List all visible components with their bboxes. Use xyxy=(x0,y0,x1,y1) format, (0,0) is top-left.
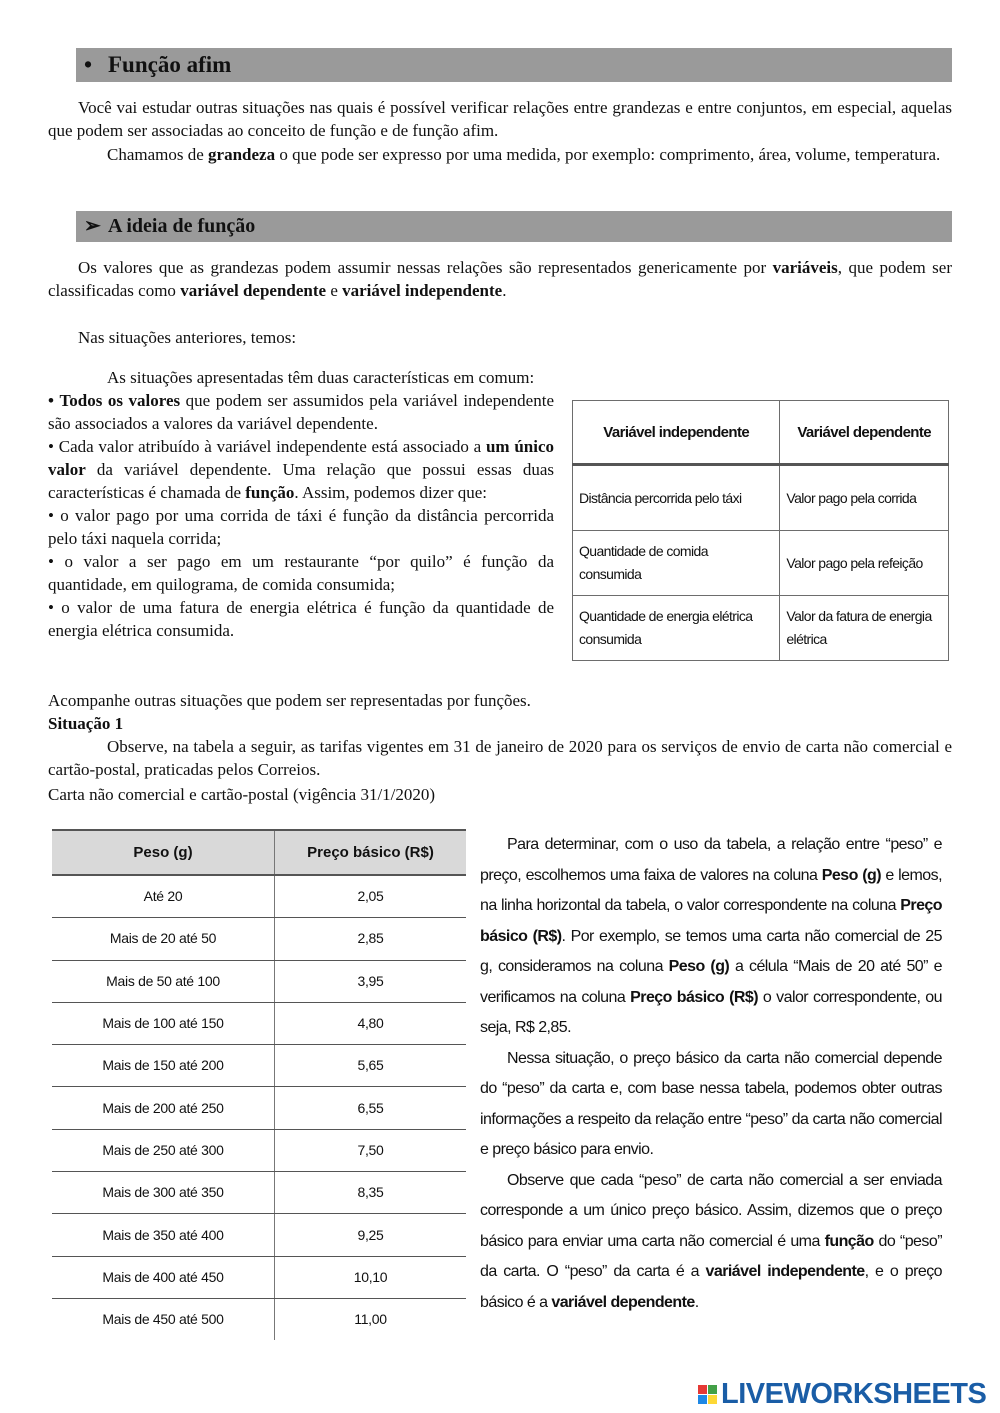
bold-term: grandeza xyxy=(208,145,276,164)
table-row xyxy=(52,1087,466,1129)
table-row xyxy=(573,596,949,661)
list-item: • o valor de uma fatura de energia elétrica é função da quantidade de energia elétrica consumida. xyxy=(48,598,554,640)
table-row xyxy=(573,531,949,596)
section-heading-funcao-afim xyxy=(76,48,952,82)
table-cell: 8,35 xyxy=(275,1172,467,1214)
table-cell: 2,85 xyxy=(275,918,467,960)
table-cell: Mais de 350 até 400 xyxy=(52,1214,275,1256)
bold-term: variável independente xyxy=(705,1263,865,1280)
bold-term: função xyxy=(824,1232,874,1250)
table-row xyxy=(52,1172,466,1214)
logo-square xyxy=(698,1385,707,1394)
bold-term: variável dependente xyxy=(551,1293,695,1311)
text-span: e xyxy=(326,281,343,300)
table-cell: Mais de 450 até 500 xyxy=(52,1298,275,1340)
liveworksheets-logo[interactable] xyxy=(698,1376,994,1412)
table-row xyxy=(573,465,949,531)
column-header: Preço básico (R$) xyxy=(275,830,467,875)
intro-paragraph-1: Você vai estudar outras situações nas quais é possível verificar relações entre grandezas e entre conjuntos, em especial, aquelas que podem ser associadas ao conceito de função e de função afim. xyxy=(48,98,952,140)
explanation-paragraph xyxy=(480,1166,942,1319)
list-item: • o valor pago por uma corrida de táxi é função da distância percorrida pelo táxi naquela corrida; xyxy=(48,506,554,548)
characteristics-list xyxy=(48,389,554,642)
table-cell: 3,95 xyxy=(275,960,467,1002)
table-row xyxy=(52,918,466,960)
common-characteristics-text: As situações apresentadas têm duas características em comum: xyxy=(107,368,535,387)
situation-title xyxy=(48,712,952,735)
table-header-row xyxy=(573,401,949,465)
text-span: . Por exemplo, se temos uma carta não comercial de 25 g, consideramos na coluna xyxy=(480,927,942,975)
table-row xyxy=(52,1045,466,1087)
table-cell: Mais de 250 até 300 xyxy=(52,1129,275,1171)
table-cell: Valor pago pela corrida xyxy=(780,465,949,531)
table-cell: 10,10 xyxy=(275,1256,467,1298)
text-span: Chamamos de xyxy=(107,145,209,164)
list-item xyxy=(48,389,554,435)
list-item: • o valor a ser pago em um restaurante “por quilo” é função da quantidade, em quilograma, de comida consumida; xyxy=(48,552,554,594)
bold-term: Preço básico (R$) xyxy=(480,897,942,945)
text-span: . xyxy=(502,281,507,300)
text-span: a célula “Mais de 20 até 50” e verificamos na coluna xyxy=(480,958,942,1006)
table-row xyxy=(52,960,466,1002)
bold-term: variáveis xyxy=(772,258,838,277)
table-cell: Mais de 150 até 200 xyxy=(52,1045,275,1087)
variables-paragraph xyxy=(48,256,952,302)
table-cell: Mais de 300 até 350 xyxy=(52,1172,275,1214)
table-cell: Quantidade de energia elétrica consumida xyxy=(573,596,780,661)
column-header: Variável dependente xyxy=(780,401,949,465)
text-span: Os valores que as grandezas podem assumir nessas relações são representados genericamente por xyxy=(78,258,773,277)
table-cell: 4,80 xyxy=(275,1002,467,1044)
logo-square xyxy=(708,1385,717,1394)
arrow-bullet-icon: ➢ xyxy=(84,215,101,237)
explanation-column xyxy=(480,830,942,1318)
logo-text: LIVEWORKSHEETS xyxy=(721,1377,987,1410)
previous-situations-text: Nas situações anteriores, temos: xyxy=(78,328,297,347)
logo-square xyxy=(698,1395,707,1404)
text-span: do “peso” da carta. O “peso” da carta é a xyxy=(480,1232,942,1280)
table-cell: Mais de 200 até 250 xyxy=(52,1087,275,1129)
variables-table xyxy=(572,400,949,661)
table-row xyxy=(52,1256,466,1298)
bold-term: função xyxy=(245,483,295,502)
text-span: , que podem ser classificadas como xyxy=(48,258,952,300)
section-title: A ideia de função xyxy=(108,215,256,237)
text-span: , e o preço básico é a xyxy=(480,1263,943,1311)
logo-square xyxy=(708,1395,717,1404)
section-heading-ideia-de-funcao xyxy=(76,211,952,242)
list-item xyxy=(48,435,554,504)
table-cell: Distância percorrida pelo táxi xyxy=(573,465,780,531)
table-cell: 11,00 xyxy=(354,1311,387,1328)
bullet-icon: • xyxy=(84,52,93,77)
column-header: Variável independente xyxy=(573,401,780,465)
bullet-icon: • xyxy=(48,391,54,410)
bold-term: Situação 1 xyxy=(48,714,124,733)
table-cell: Quantidade de comida consumida xyxy=(573,531,780,596)
table-cell: 9,25 xyxy=(275,1214,467,1256)
table-cell: Mais de 20 até 50 xyxy=(52,918,275,960)
table-cell: Mais de 400 até 450 xyxy=(52,1256,275,1298)
column-header: Peso (g) xyxy=(52,830,275,875)
table-cell: 6,55 xyxy=(275,1087,467,1129)
logo-icon xyxy=(698,1385,717,1404)
table-row xyxy=(52,875,466,918)
text-span: . Assim, podemos dizer que: xyxy=(294,483,488,502)
bold-term: Todos os valores xyxy=(59,391,181,410)
table-cell: Até 20 xyxy=(52,875,275,918)
bold-term: Peso (g) xyxy=(668,958,730,975)
explanation-paragraph: Nessa situação, o preço básico da carta não comercial depende do “peso” da carta e, com base nessa tabela, podemos obter outras informações a respeito da relação entre “peso” da carta não comercial e preço básico para envio. xyxy=(480,1049,942,1158)
text-span: que podem ser assumidos pela variável independente são associados a valores da variável dependente. xyxy=(48,391,554,433)
table-cell: Valor pago pela refeição xyxy=(780,531,949,596)
follow-text: Acompanhe outras situações que podem ser representadas por funções. xyxy=(48,691,531,710)
bold-term: Preço básico (R$) xyxy=(630,988,758,1006)
price-table xyxy=(52,829,466,1340)
text-span: Para determinar, com o uso da tabela, a relação entre “peso” e preço, escolhemos uma faixa de valores na coluna xyxy=(480,836,942,884)
table-cell: Mais de 100 até 150 xyxy=(52,1002,275,1044)
text-span: Observe que cada “peso” de carta não comercial a ser enviada corresponde a um único preço básico. Assim, dizemos que o preço básico para enviar uma carta não comercial é uma xyxy=(480,1171,942,1250)
table-cell: Valor da fatura de energia elétrica xyxy=(780,596,949,661)
table-cell: 7,50 xyxy=(275,1129,467,1171)
explanation-paragraph xyxy=(480,830,942,1044)
bold-term: um único valor xyxy=(48,437,555,479)
text-span: da variável dependente. Uma relação que possui essas duas características é chamada de xyxy=(48,460,554,502)
situation-text: Observe, na tabela a seguir, as tarifas vigentes em 31 de janeiro de 2020 para os serviços de envio de carta não comercial e cartão-postal, praticadas pelos Correios. xyxy=(48,737,952,779)
bold-term: Peso (g) xyxy=(821,866,882,884)
table-cell: Mais de 50 até 100 xyxy=(52,960,275,1002)
table-cell: 2,05 xyxy=(275,875,467,918)
text-span: e lemos, na linha horizontal da tabela, o valor correspondente na coluna xyxy=(480,866,942,914)
table-caption: Carta não comercial e cartão-postal (vigência 31/1/2020) xyxy=(48,785,436,804)
bold-term: variável independente xyxy=(342,281,503,300)
table-row xyxy=(52,1214,466,1256)
section-title: Função afim xyxy=(108,52,232,77)
intro-paragraph-2 xyxy=(48,143,952,166)
text-span: o que pode ser expresso por uma medida, por exemplo: comprimento, área, volume, temperatura. xyxy=(275,145,941,164)
bold-term: variável dependente xyxy=(180,281,327,300)
table-cell: 5,65 xyxy=(275,1045,467,1087)
text-span: o valor correspondente, ou seja, R$ 2,85. xyxy=(480,988,942,1036)
table-row xyxy=(52,1298,466,1340)
text-span: • Cada valor atribuído à variável independente está associado a xyxy=(48,437,486,456)
table-row xyxy=(52,1129,466,1171)
text-span: . xyxy=(694,1293,699,1311)
table-header-row xyxy=(52,830,466,875)
table-row xyxy=(52,1002,466,1044)
